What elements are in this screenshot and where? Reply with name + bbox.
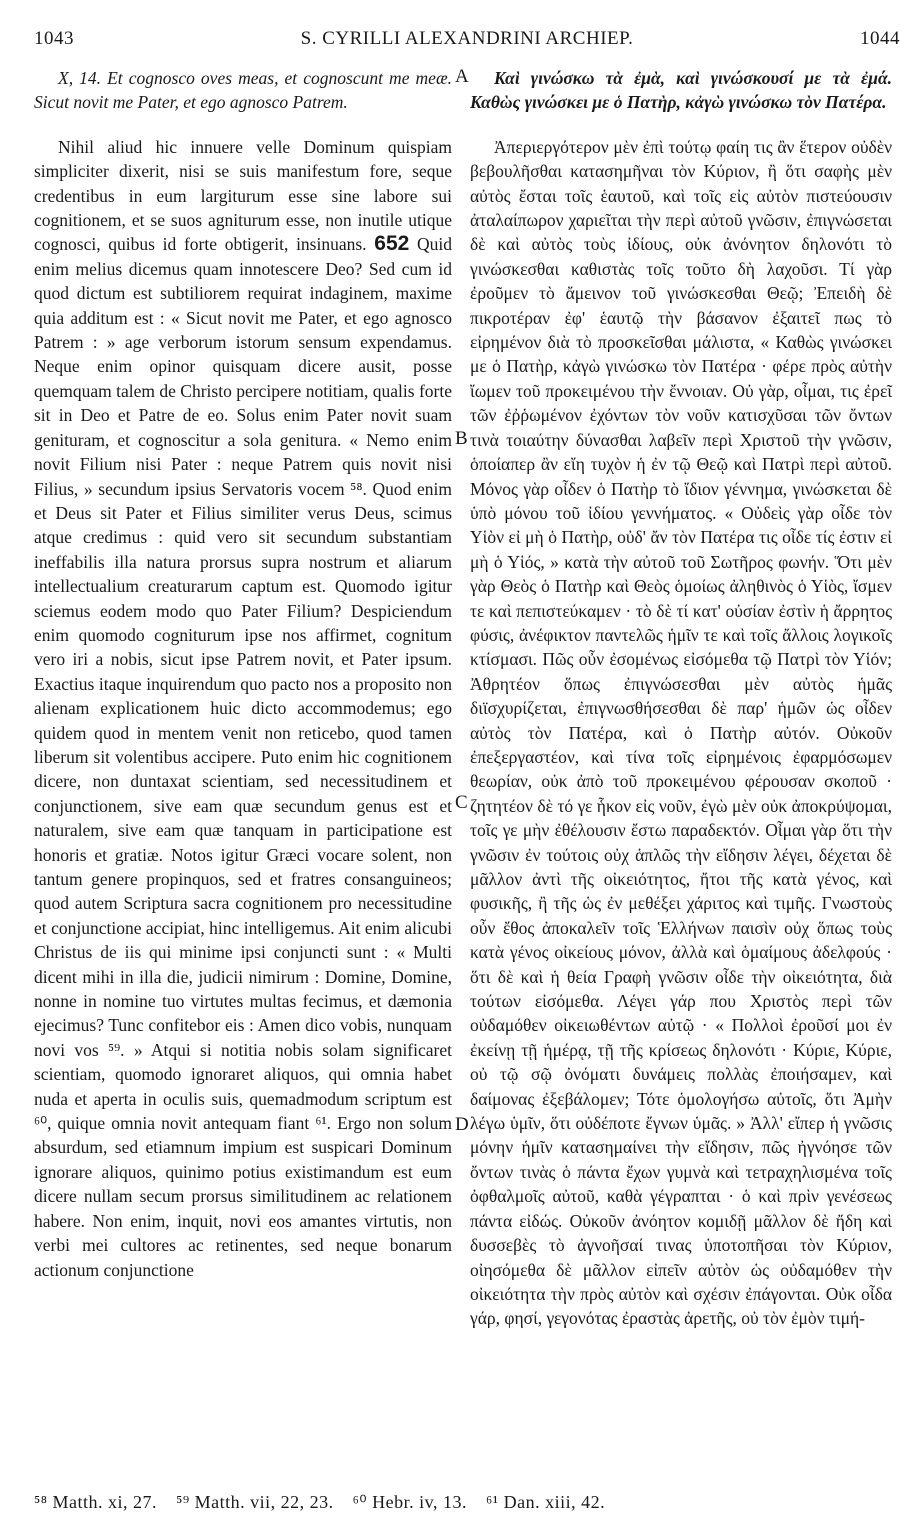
footnote-60: ⁶⁰ Hebr. iv, 13. [352,1492,467,1512]
greek-paragraph: Ἀπεριεργότερον μὲν ἐπὶ τούτῳ φαίη τις ἂν ἕτερον οὐδὲν βεβουλῆσθαι κατασημῆναι τὸν Κύριον, ἢ ὅτι σαφὴς μὲν αὐτὸς ἔσται τοῖς ἑαυτοῦ, καὶ τοῖς εἰς αὐτὸν πιστεύουσιν ἀταλαίπωρον χαριεῖται τὴν περὶ αὐτοῦ γνῶσιν, ἐπιγνώσεται δὲ καὶ αὐτὸς τοὺς ἰδίους, οὐκ ἀνόνητον δηλονότι τὸ γινώσκεσθαι καθιστὰς τοῖς τοῦτο δὴ λαχοῦσι. Τί γὰρ ἐροῦμεν τὸ ἄμεινον τοῦ γινώσκεσθαι Θεῷ; Ἐπειδὴ δὲ πικροτέραν ἐφ' ἑαυτῷ τὴν βάσανον ἐξαιτεῖ πως τὸ εἰρημένον διὰ τὸ προσκεῖσθαι μάλιστα, « Καθὼς γινώσκει με ὁ Πατὴρ, κἀγὼ γινώσκω τὸν Πατέρα · φέρε πρὸς αὐτὴν ἴωμεν τοῦ προκειμένου τὴν ἔννοιαν. Οὐ γὰρ, οἶμαι, τις ἐρεῖ τῶν ἐῤῥωμένον ἐχόντων τὸν νοῦν κατισχῦσαι τῶν ὄντων τινὰ τοιαύτην δύνασθαι λαβεῖν περὶ Χριστοῦ τὴν γνῶσιν, ὁποίαπερ ἂν εἴη τυχὸν ἡ ἐν τῷ Θεῷ καὶ Πατρὶ περὶ αὐτοῦ. Μόνος γὰρ οἶδεν ὁ Πατὴρ τὸ ἴδιον γέννημα, γινώσκεται δὲ ὑπὸ μόνου τοῦ ἰδίου γεννήματος. « Οὐδεὶς γὰρ οἶδε τὸν Υἱὸν εἰ μὴ ὁ Πατὴρ, οὐδ' ἄν τὸν Πατέρα τις οἶδε τίς ἐστιν εἰ μὴ ὁ Υἱός, » κατὰ τὴν αὐτοῦ τοῦ Σωτῆρος φωνήν. Ὅτι μὲν γὰρ Θεὸς ὁ Πατὴρ καὶ Θεὸς ὁμοίως ἀληθινὸς ὁ Υἱὸς, ἴσμεν τε καὶ πεπιστεύκαμεν · τὸ δὲ τί κατ' οὐσίαν ἐστὶν ἡ ἄρρητος φύσις, ἀνέφικτον παντελῶς ἡμῖν τε καὶ τοῖς ἄλλοις λογικοῖς κτίσμασι. Πῶς οὖν ἐσομένως εἰσόμεθα τῷ Πατρὶ τὸν Υἱόν; Ἀθρητέον ὅπως ἐπιγνώσεσθαι μὲν αὐτὸς ἡμᾶς διϊσχυρίζεται, ἐπιγνωσθήσεσθαι δὲ παρ' ἡμῶν ὡς οἶδεν αὐτὸς τὸν Πατέρα, καὶ ὁ Πατὴρ αὐτόν. Οὐκοῦν ἐπεξεργαστέον, καὶ τίνα τοῖς εἰρημένοις ἐφαρμόσωμεν θεωρίαν, οὐκ ἀπὸ τοῦ προκειμένου φέρουσαν σκοποῦ · ζητητέον δὲ τό γε ἧκον εἰς νοῦν, ἐγὼ μὲν οὐκ ἀποκρύψομαι, τοῖς γε μὴν ἐθέλουσιν ἔστω παραδεκτόν. Οἶμαι γὰρ ὅτι τὴν γνῶσιν ἐν τούτοις οὐχ ἁπλῶς τὴν εἴδησιν λέγει, δέχεται δὲ μᾶλλον ἀντὶ τῆς οἰκειότητος, ἤτοι τῆς κατὰ γένος, καὶ φυσικῆς, ἢ τῆς ὡς ἐν μεθέξει χάριτος καὶ τιμῆς. Γνωστοὺς οὖν ἔθος ἀποκαλεῖν τοῖς Ἑλλήνων παισὶν οὐχ ὅπως τοὺς κατὰ γένος οἰκείους μόνον, ἀλλὰ καὶ ὁμαίμους ἀδελφούς · ὅτι δὲ καὶ ἡ θεία Γραφὴ γνῶσιν οἶδε τὴν οἰκειότητα, διὰ τούτων εἰσόμεθα. Λέγει γάρ που Χριστὸς περὶ τῶν οὐδαμόθεν οἰκειωθέντων αὐτῷ · « Πολλοὶ ἐροῦσί μοι ἐν ἐκείνῃ τῇ ἡμέρᾳ, τῇ τῆς κρίσεως δηλονότι · Κύριε, Κύριε, οὐ τῷ σῷ ὀνόματι δυνάμεις πολλὰς ἐποιήσαμεν, καὶ δαίμονας ἐξεβάλομεν; Τότε ὁμολογήσω αὐτοῖς, ὅτι Ἀμὴν λέγω ὑμῖν, ὅτι οὐδέποτε ἔγνων ὑμᾶς. » Ἀλλ' εἴπερ ἡ γνῶσις μόνην ἡμῖν κατασημαίνει τὴν εἴδησιν, πῶς ἠγνόησε τῶν ὄντων τινὰς ὁ πάντα ἔχων γυμνὰ καὶ τετραχηλισμένα τοῖς ὀφθαλμοῖς αὐτοῦ, καθὰ γέγραπται · ὁ καὶ πρὶν γενέσεως πάντα εἰδώς. Οὐκοῦν ἀνόητον κομιδῇ μᾶλλον δὲ ἤδη καὶ δυσσεβὲς τὸ ἀγνοῆσαί τινας ὑποτοπῆσαι τὸν Κύριον, οἰησόμεθα δὲ μᾶλλον εἰπεῖν αὐτὸν ὡς οὐδαμόθεν τὴν οἰκειότητα τὴν πρὸς αὐτὸν καὶ σχέσιν ἐπάγονται. Οὐκ οἶδα γάρ, φησί, γεγονότας ἐραστὰς ἀρετῆς, οὐ τὸν ἐμὸν τιμή- [470,136,892,1329]
greek-lemma: Καὶ γινώσκω τὰ ἐμὰ, καὶ γινώσκουσί με τὰ ἐμά. Καθὼς γινώσκει με ὁ Πατὴρ, κἀγὼ γινώσκω τὸν Πατέρα. [470,68,892,113]
latin-column [34,66,452,1282]
right-page-number: 1044 [860,28,900,49]
latin-text-part2: Quid enim melius dicemus quam innotescere Deo? Sed cum id quod dictum est subtiliorem requirat indaginem, maxime quia additum est : « Sicut novit me Pater, et ego agnosco Patrem : » age verborum istorum sensum expendamus. Neque enim opinor quisquam dicere ausit, posse quemquam talem de Christo percipere notitiam, qualis forte sit in Deo et Patre de eo. Solus enim Pater novit suam genituram, et cognoscitur a sola genitura. « Nemo enim novit Filium nisi Pater : neque Patrem quis novit nisi Filius, » secundum ipsius Servatoris vocem ⁵⁸. Quod enim et Deus sit Pater et Filius similiter verus Deus, scimus atque credimus : quid vero sit secundum substantiam ineffabilis illa natura prorsus supra nostrum et aliarum intellectualium creaturarum captum est. Quomodo igitur sciemus eodem modo quo Pater Filium? Despiciendum enim quomodo cogniturum ipse nos affirmet, cognitum vero iri a nobis, sicut ipse Patrem novit, et Pater ipsum. Exactius itaque inquirendum quo pacto nos a proposito non alienam explicationem huic dicto accommodemus; ego quidem quod in mentem venit non reticebo, quod tamen liberum sit volentibus accipere. Puto enim hic cognitionem dicere, non duntaxat scientiam, sed necessitudinem et conjunctionem, sive eam quæ secundum genus est et naturalem, sive eam quæ tanquam in participatione est honoris et gratiæ. Notos igitur Græci vocare solent, non tantum genere propinquos, sed et fratres consanguineos; quod autem Scriptura sacra cognitionem pro necessitudine et conjunctione accipiat, hinc intelligemus. Ait enim alicubi Christus de iis qui minime ipsi conjuncti sunt : « Multi dicent mihi in illa die, judicii nimirum : Domine, Domine, nonne in nomine tuo virtutes multas fecimus, et dæmonia ejecimus? Tunc confitebor eis : Amen dico vobis, nunquam novi vos ⁵⁹. » Atqui si notitia nobis solam significaret scientiam, quomodo ignoraret aliquos, qui omnia habet nuda et aperta in oculis suis, quemadmodum scriptum est ⁶⁰, quique omnia novit antequam fiant ⁶¹. Ergo non solum absurdum, sed etiamnum impium est suspicari Dominum ignorare aliquos, quinimo potius existimandum est eum dicere nullam secum prorsus similitudinem ac relationem habere. Non enim, inquit, novi eos amantes virtutis, non verbi mei cultores ac retinentes, sed neque bonarum actionum conjunctione [34,234,453,1280]
running-title: S. CYRILLI ALEXANDRINI ARCHIEP. [300,28,634,49]
margin-letter-d: D [455,1114,469,1135]
latin-lemma: X, 14. Et cognosco oves meas, et cognoscunt me meæ. Sicut novit me Pater, et ego agnosco Patrem. [34,68,452,113]
latin-text-part1: Nihil aliud hic innuere velle Dominum quispiam simpliciter dixerit, nisi se suis manifestum fore, seque credentibus in eum largiturum esse sine labore sui cognitionem, et se suos agniturum esse, non inutile utique cognosci, quibus id forte obtigerit, insinuans. [34,136,452,255]
margin-letter-c: C [455,792,468,813]
margin-letter-a: A [455,66,469,87]
greek-column [470,66,892,1331]
footnote-59: ⁵⁹ Matth. vii, 22, 23. [176,1492,334,1512]
footnote-58: ⁵⁸ Matth. xi, 27. [34,1492,158,1512]
footnote-61: ⁶¹ Dan. xiii, 42. [485,1492,606,1512]
running-header [34,28,900,58]
margin-letter-b: B [455,428,468,449]
latin-paragraph [34,135,452,1282]
footnotes [34,1492,894,1513]
page-marker: 652 [374,232,410,256]
left-page-number: 1043 [34,28,74,49]
